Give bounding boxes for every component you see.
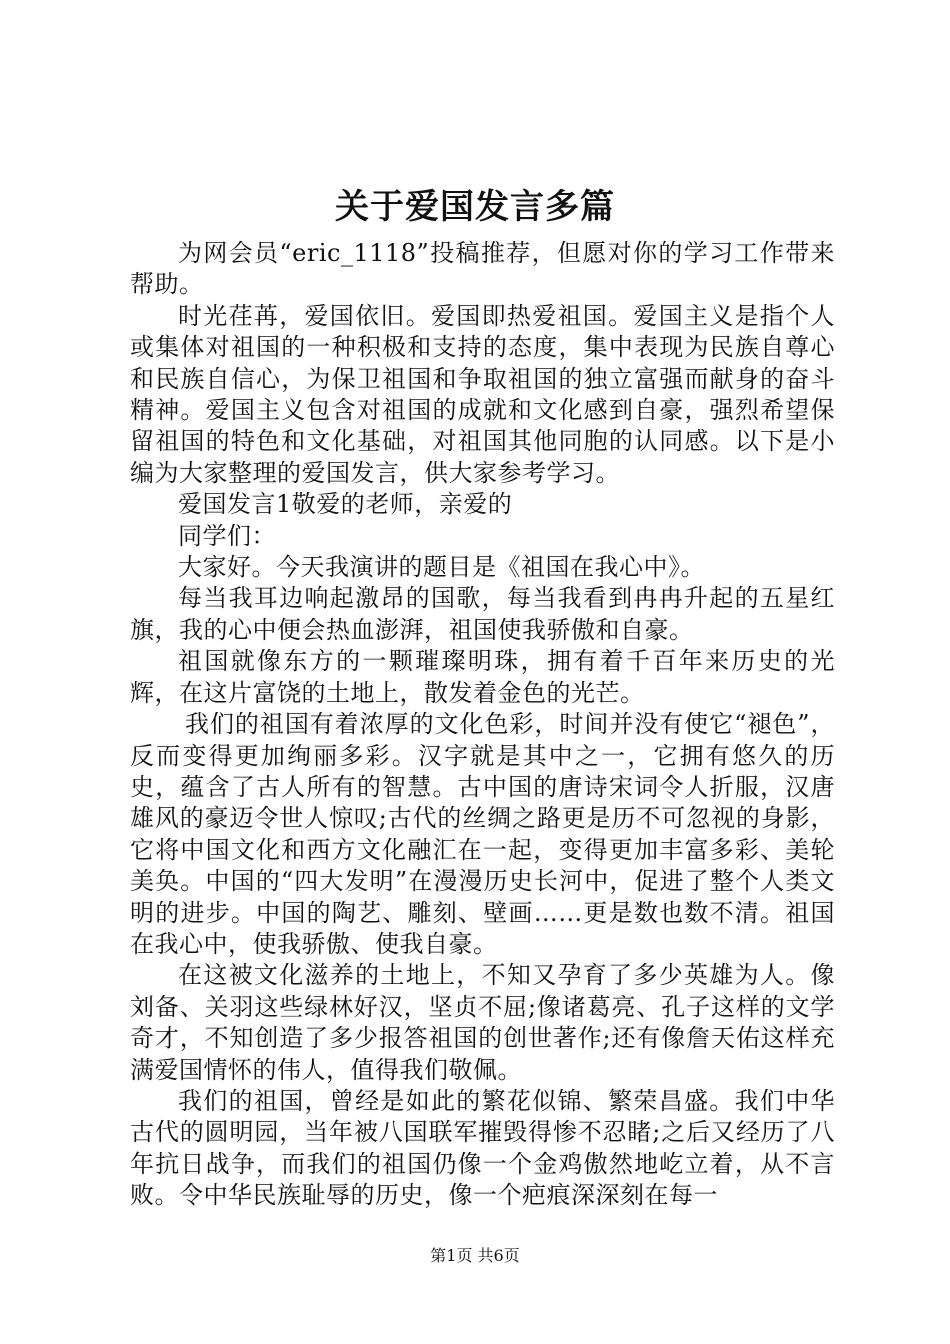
paragraph-speech-heading: 爱国发言1敬爱的老师，亲爱的 — [178, 490, 513, 519]
document-body — [130, 238, 835, 1212]
paragraph-salutation: 同学们： — [178, 521, 276, 550]
paragraph-greeting: 大家好。今天我演讲的题目是《祖国在我心中》。 — [178, 553, 705, 582]
paragraph-anthem: 每当我耳边响起激昂的国歌，每当我看到冉冉升起的五星红旗，我的心中便会热血澎湃，祖国使我骄傲和自豪。 — [130, 584, 835, 644]
paragraph-heroes: 在这被文化滋养的土地上，不知又孕育了多少英雄为人。像刘备、关羽这些绿林好汉，坚贞不屈;像诸葛亮、孔子这样的文学奇才，不知创造了多少报答祖国的创世著作;还有像詹天佑这样充满爱国情怀的伟人，值得我们敬佩。 — [130, 961, 835, 1084]
paragraph-culture: 我们的祖国有着浓厚的文化色彩，时间并没有使它“褪色”，反而变得更加绚丽多彩。汉字就是其中之一，它拥有悠久的历史，蕴含了古人所有的智慧。古中国的唐诗宋词令人折服，汉唐雄风的豪迈令世人惊叹;古代的丝绸之路更是历不可忽视的身影，它将中国文化和西方文化融汇在一起，变得更加丰富多彩、美轮美奂。中国的“四大发明”在漫漫历史长河中，促进了整个人类文明的进步。中国的陶艺、雕刻、壁画……更是数也数不清。祖国在我心中，使我骄傲、使我自豪。 — [130, 710, 835, 958]
paragraph-history: 我们的祖国，曾经是如此的繁花似锦、繁荣昌盛。我们中华古代的圆明园，当年被八国联军摧毁得惨不忍睹;之后又经历了八年抗日战争，而我们的祖国仍像一个金鸡傲然地屹立着，从不言败。令中华民族耻辱的历史，像一个疤痕深深刻在每一 — [130, 1086, 835, 1210]
document-title: 关于爱国发言多篇 — [335, 187, 615, 227]
paragraph-definition: 时光荏苒，爱国依旧。爱国即热爱祖国。爱国主义是指个人或集体对祖国的一种积极和支持的态度，集中表现为民族自尊心和民族自信心，为保卫祖国和争取祖国的独立富强而献身的奋斗精神。爱国主义包含对祖国的成就和文化感到自豪，强烈希望保留祖国的特色和文化基础，对祖国其他同胞的认同感。以下是小编为大家整理的爱国发言，供大家参考学习。 — [130, 301, 835, 487]
page-footer: 第1页 共6页 — [430, 1246, 520, 1265]
paragraph-pearl: 祖国就像东方的一颗璀璨明珠，拥有着千百年来历史的光辉，在这片富饶的土地上，散发着金色的光芒。 — [130, 647, 835, 707]
paragraph-intro: 为网会员“eric_1118”投稿推荐，但愿对你的学习工作带来帮助。 — [130, 239, 835, 299]
